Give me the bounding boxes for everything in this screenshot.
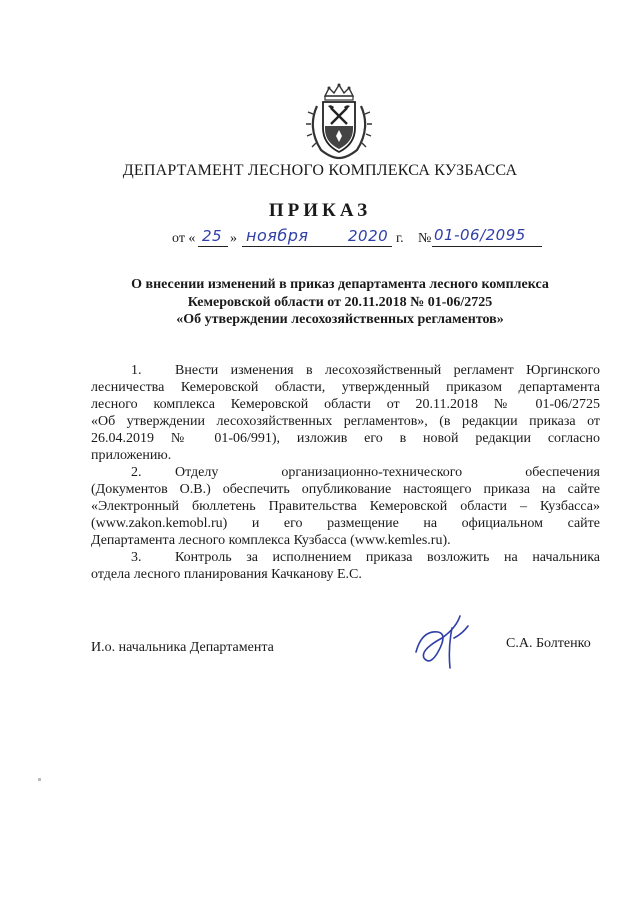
item-2-line-5: Департамента лесного комплекса Кузбасса (www.kemles.ru).: [91, 533, 451, 548]
subject-line-1: О внесении изменений в приказ департамента лесного комплекса: [131, 277, 549, 292]
item-2-number: 2.: [131, 465, 142, 480]
item-1-number: 1.: [131, 363, 142, 378]
signatory-name: С.А. Болтенко: [506, 636, 591, 651]
order-number: 01-06/2095: [434, 226, 526, 244]
item-1-line-6: приложению.: [91, 448, 172, 463]
date-day: 25: [202, 227, 223, 245]
item-3-line-2: отдела лесного планирования Качканову Е.С.: [91, 567, 362, 582]
item-1-line-2: лесничества Кемеровской области, утвержденный приказом департамента: [91, 380, 600, 395]
date-and-number-line: [172, 224, 572, 252]
number-sign: №: [418, 231, 432, 246]
subject-line-3: «Об утверждении лесохозяйственных регламентов»: [176, 312, 504, 327]
handwritten-signature-icon: [408, 608, 478, 678]
scan-speck: [38, 778, 41, 781]
date-mid: »: [230, 231, 237, 246]
kuzbass-coat-of-arms-icon: [303, 82, 375, 162]
date-month: ноября: [246, 226, 309, 245]
item-3-line-1: 3. Контроль за исполнением приказа возложить на начальника: [131, 550, 600, 565]
signatory-position: И.о. начальника Департамента: [91, 640, 274, 655]
item-1-line-1: 1. Внести изменения в лесохозяйственный регламент Юргинского: [131, 363, 600, 378]
date-year: 2020: [348, 227, 389, 245]
item-2-line-1: 2. Отделу организационно-технического обеспечения: [131, 465, 600, 480]
item-2-line-2: (Документов О.В.) обеспечить опубликование настоящего приказа на сайте: [91, 482, 600, 497]
subject-line-2: Кемеровской области от 20.11.2018 № 01-06/2725: [187, 294, 493, 310]
item-2-line-4: (www.zakon.kemobl.ru) и его размещение на официальном сайте: [91, 516, 600, 531]
department-name: ДЕПАРТАМЕНТ ЛЕСНОГО КОМПЛЕКСА КУЗБАССА: [122, 162, 518, 179]
order-body: [91, 362, 600, 583]
item-1-line-3: лесного комплекса Кемеровской области от 20.11.2018 № 01-06/2725: [91, 397, 600, 412]
date-year-suffix: г.: [396, 231, 404, 246]
item-1-line-5: 26.04.2019 № 01-06/991), изложив его в новой редакции согласно: [91, 431, 600, 446]
document-type-title: ПРИКАЗ: [268, 200, 372, 221]
date-prefix: от «: [172, 231, 196, 246]
item-3-number: 3.: [131, 550, 142, 565]
item-2-line-3: «Электронный бюллетень Правительства Кемеровской области – Кузбасса»: [91, 499, 600, 514]
order-subject: [80, 276, 600, 329]
item-1-line-4: «Об утверждении лесохозяйственных регламентов», (в редакции приказа от: [91, 414, 600, 429]
